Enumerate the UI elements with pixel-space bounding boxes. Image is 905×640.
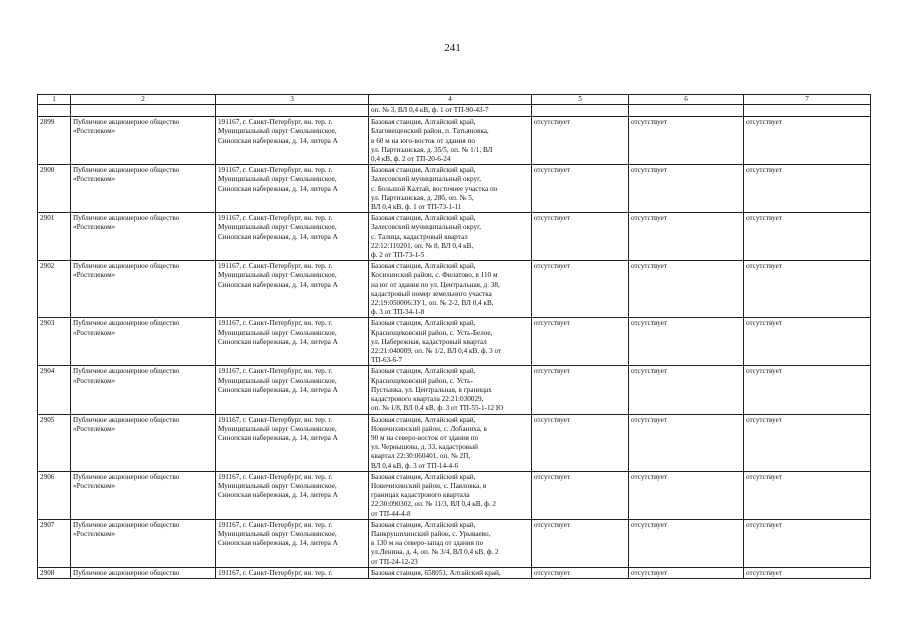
cell-encumbrance-text: отсутствует <box>534 319 570 328</box>
column-header-3: 3 <box>216 95 369 105</box>
cell-address <box>216 318 369 366</box>
cell-empty <box>532 105 629 117</box>
cell-restriction-text: отсутствует <box>631 214 667 223</box>
cell-note-text: отсутствует <box>746 118 782 127</box>
cell-object-text: Базовая станция, Алтайский край, Благовещенский район, п. Татьяновка, в 60 м на юго-восток от здания по ул. Партизанская, д. 35/5, оп. № 1/1, ВЛ 0,4 кВ, ф. 2 от ТП-20-6-24 <box>371 118 493 164</box>
cell-number <box>38 165 71 213</box>
cell-number-text: 2900 <box>40 166 55 175</box>
cell-note-text: отсутствует <box>746 415 782 424</box>
column-header-7: 7 <box>744 95 871 105</box>
cell-number-text: 2908 <box>40 568 55 577</box>
cell-address-text: 191167, г. Санкт-Петербург, вн. тер. г. Муниципальный округ Смольнинское, Синопская набережная, д. 14, литера А <box>218 118 338 145</box>
cell-object <box>369 213 532 261</box>
cell-address-text: 191167, г. Санкт-Петербург, вн. тер. г. Муниципальный округ Смольнинское, Синопская набережная, д. 14, литера А <box>218 166 338 193</box>
cell-owner <box>71 318 216 366</box>
cell-object <box>369 366 532 414</box>
cell-object <box>369 117 532 165</box>
cell-encumbrance-text: отсутствует <box>534 520 570 529</box>
cell-encumbrance-text: отсутствует <box>534 415 570 424</box>
cell-owner-text: Публичное акционерное общество «Ростелеком» <box>73 262 180 280</box>
cell-object-text: Базовая станция, Алтайский край, Краснощековский район, с. Усть- Пустынка, ул. Центральная, в границах кадастрового квартала 22:21:030029, оп. № 1/8, ВЛ 0,4 кВ, ф. 3 от ТП-55-1-12 Ю <box>371 367 504 413</box>
cell-address <box>216 471 369 519</box>
cell-restriction <box>629 519 744 567</box>
cell-owner <box>71 165 216 213</box>
cell-object <box>369 261 532 318</box>
cell-encumbrance-text: отсутствует <box>534 367 570 376</box>
cell-note <box>744 366 871 414</box>
cell-address <box>216 261 369 318</box>
continuation-row <box>38 105 871 117</box>
cell-object <box>369 567 532 578</box>
cell-note <box>744 213 871 261</box>
table-row <box>38 318 871 366</box>
cell-object <box>369 471 532 519</box>
cell-address <box>216 213 369 261</box>
cell-restriction <box>629 366 744 414</box>
cell-encumbrance-text: отсутствует <box>534 118 570 127</box>
cell-object <box>369 165 532 213</box>
cell-encumbrance <box>532 165 629 213</box>
cell-note <box>744 471 871 519</box>
cell-number <box>38 318 71 366</box>
cell-owner-text: Публичное акционерное общество «Ростелеком» <box>73 166 180 184</box>
cell-number-text: 2905 <box>40 415 55 424</box>
table-row <box>38 117 871 165</box>
cell-address <box>216 414 369 471</box>
cell-restriction-text: отсутствует <box>631 415 667 424</box>
cell-number <box>38 567 71 578</box>
cell-restriction-text: отсутствует <box>631 367 667 376</box>
cell-number <box>38 261 71 318</box>
cell-note-text: отсутствует <box>746 262 782 271</box>
cell-owner <box>71 261 216 318</box>
cell-owner <box>71 213 216 261</box>
cell-address-text: 191167, г. Санкт-Петербург, вн. тер. г. Муниципальный округ Смольнинское, Синопская набережная, д. 14, литера А <box>218 367 338 394</box>
cell-object-text: Базовая станция, Алтайский край, Панкрушихинский район, с. Урываево, в 130 м на северо-запад от здания по ул.Ленина, д. 4, оп. № 3/4, ВЛ 0,4 кВ, ф. 2 от ТП-24-12-23 <box>371 520 499 566</box>
cell-owner <box>71 471 216 519</box>
table-row <box>38 165 871 213</box>
cell-note-text: отсутствует <box>746 472 782 481</box>
cell-empty <box>216 105 369 117</box>
page-number: 241 <box>444 42 461 54</box>
cell-note-text: отсутствует <box>746 520 782 529</box>
table-row <box>38 261 871 318</box>
cell-address <box>216 519 369 567</box>
cell-object-text: Базовая станция, Алтайский край, Краснощековский район, с. Усть-Белое, ул. Набережная, кадастровый квартал 22:21:040009, оп. № 1/2, ВЛ 0,4 кВ, ф. 3 от ТП-63-6-7 <box>371 319 502 365</box>
column-header-4: 4 <box>369 95 532 105</box>
cell-encumbrance <box>532 117 629 165</box>
cell-object-text: Базовая станция, Алтайский край, Залесовский муниципальный округ, с. Большой Калтай, восточнее участка по ул. Партизанская, д. 28б, оп. № 5, ВЛ 0,4 кВ, ф. 1 от ТП-73-1-11 <box>371 166 498 212</box>
cell-owner <box>71 117 216 165</box>
cell-note-text: отсутствует <box>746 319 782 328</box>
cell-empty <box>629 105 744 117</box>
cell-number <box>38 414 71 471</box>
cell-owner <box>71 366 216 414</box>
cell-restriction-text: отсутствует <box>631 472 667 481</box>
cell-empty <box>744 105 871 117</box>
cell-number <box>38 471 71 519</box>
cell-note <box>744 117 871 165</box>
cell-owner-text: Публичное акционерное общество <box>73 568 180 577</box>
cell-encumbrance-text: отсутствует <box>534 568 570 577</box>
cell-note <box>744 318 871 366</box>
table-row <box>38 567 871 578</box>
registry-table <box>37 94 871 579</box>
cell-restriction <box>629 318 744 366</box>
cell-note-text: отсутствует <box>746 214 782 223</box>
cell-encumbrance <box>532 567 629 578</box>
cell-number <box>38 117 71 165</box>
cell-address-text: 191167, г. Санкт-Петербург, вн. тер. г. Муниципальный округ Смольнинское, Синопская набережная, д. 14, литера А <box>218 472 338 500</box>
column-header-5: 5 <box>532 95 629 105</box>
table-row <box>38 213 871 261</box>
cell-object-text: Базовая станция, Алтайский край, Новичихинский район, с. Павловка, в границах кадастрового квартала 22:30:090302, оп. № 11/3, ВЛ 0,4 кВ, ф. 2 от ТП-44-4-8 <box>371 472 497 518</box>
cell-address-text: 191167, г. Санкт-Петербург, вн. тер. г. Муниципальный округ Смольнинское, Синопская набережная, д. 14, литера А <box>218 214 338 241</box>
cell-address-text: 191167, г. Санкт-Петербург, вн. тер. г. Муниципальный округ Смольнинское, Синопская набережная, д. 14, литера А <box>218 262 338 289</box>
cell-note <box>744 414 871 471</box>
cell-encumbrance <box>532 213 629 261</box>
cell-encumbrance <box>532 366 629 414</box>
cell-address-text: 191167, г. Санкт-Петербург, вн. тер. г. Муниципальный округ Смольнинское, Синопская набережная, д. 14, литера А <box>218 319 338 346</box>
cell-encumbrance <box>532 318 629 366</box>
cell-encumbrance-text: отсутствует <box>534 262 570 271</box>
cell-restriction-text: отсутствует <box>631 262 667 271</box>
cell-note <box>744 519 871 567</box>
cell-owner-text: Публичное акционерное общество «Ростелеком» <box>73 472 180 490</box>
cell-note <box>744 261 871 318</box>
cell-owner-text: Публичное акционерное общество «Ростелеком» <box>73 520 180 538</box>
cell-owner-text: Публичное акционерное общество «Ростелеком» <box>73 214 180 232</box>
cell-address-text: 191167, г. Санкт-Петербург, вн. тер. г. Муниципальный округ Смольнинское, Синопская набережная, д. 14, литера А <box>218 520 338 548</box>
cell-number <box>38 213 71 261</box>
cell-encumbrance <box>532 414 629 471</box>
cell-owner <box>71 567 216 578</box>
table-row <box>38 471 871 519</box>
cell-owner-text: Публичное акционерное общество «Ростелеком» <box>73 415 180 433</box>
cell-restriction <box>629 117 744 165</box>
cell-number-text: 2907 <box>40 520 55 529</box>
cell-number-text: 2906 <box>40 472 55 481</box>
cell-number-text: 2901 <box>40 214 55 223</box>
cell-owner-text: Публичное акционерное общество «Ростелеком» <box>73 367 180 385</box>
column-header-1: 1 <box>38 95 71 105</box>
cell-object-text: Базовая станция, 658051, Алтайский край, <box>371 568 501 577</box>
cell-encumbrance-text: отсутствует <box>534 166 570 175</box>
cell-number-text: 2902 <box>40 262 55 271</box>
cell-encumbrance-text: отсутствует <box>534 472 570 481</box>
cell-number-text: 2899 <box>40 118 55 127</box>
cell-owner-text: Публичное акционерное общество «Ростелеком» <box>73 118 180 136</box>
column-header-2: 2 <box>71 95 216 105</box>
cell-encumbrance <box>532 519 629 567</box>
cell-address <box>216 117 369 165</box>
table-row <box>38 366 871 414</box>
cell-owner <box>71 519 216 567</box>
cell-restriction <box>629 213 744 261</box>
cell-restriction <box>629 471 744 519</box>
cell-empty <box>38 105 71 117</box>
cell-restriction <box>629 414 744 471</box>
cell-object: оп. № 3, ВЛ 0,4 кВ, ф. 1 от ТП-90-43-7 <box>369 105 532 117</box>
cell-restriction-text: отсутствует <box>631 319 667 328</box>
cell-address <box>216 567 369 578</box>
cell-restriction <box>629 261 744 318</box>
cell-note-text: отсутствует <box>746 568 782 577</box>
cell-restriction-text: отсутствует <box>631 118 667 127</box>
header-row <box>38 95 871 105</box>
cell-note-text: отсутствует <box>746 367 782 376</box>
cell-note-text: отсутствует <box>746 166 782 175</box>
cell-object <box>369 318 532 366</box>
cell-restriction <box>629 567 744 578</box>
table-row <box>38 519 871 567</box>
cell-encumbrance <box>532 261 629 318</box>
cell-empty <box>71 105 216 117</box>
table-row <box>38 414 871 471</box>
cell-object-text: Базовая станция, Алтайский край, Новичихинский район, с. Лобаниха, в 90 м на северо-восток от здания по ул. Чернышова, д. 33, кадастровый квартал 22:30:060401, оп. № 2П, ВЛ 0,4 кВ, ф. 3 от ТП-14-4-6 <box>371 415 487 470</box>
cell-note <box>744 165 871 213</box>
cell-address <box>216 165 369 213</box>
cell-object-text: Базовая станция, Алтайский край, Косихинский район, с. Филатово, в 110 м на юг от здания по ул. Центральная, д. 38, кадастровый номер земельного участка 22:19:050006:ЗУ1, оп. № 2-2, ВЛ 0,4 кВ, ф. 3 от ТП-34-1-8 <box>371 262 500 317</box>
cell-restriction-text: отсутствует <box>631 520 667 529</box>
cell-encumbrance <box>532 471 629 519</box>
cell-number-text: 2904 <box>40 367 55 376</box>
cell-number <box>38 366 71 414</box>
cell-encumbrance-text: отсутствует <box>534 214 570 223</box>
cell-owner-text: Публичное акционерное общество «Ростелеком» <box>73 319 180 337</box>
cell-object-text: Базовая станция, Алтайский край, Залесовский муниципальный округ, с. Талица, кадастровый квартал 22:12:110201, оп. № 8, ВЛ 0,4 кВ, ф. 2 от ТП-73-1-5 <box>371 214 482 260</box>
cell-number <box>38 519 71 567</box>
cell-address-text: 191167, г. Санкт-Петербург, вн. тер. г. <box>218 568 333 577</box>
cell-owner <box>71 414 216 471</box>
cell-number-text: 2903 <box>40 319 55 328</box>
cell-object <box>369 414 532 471</box>
cell-restriction-text: отсутствует <box>631 568 667 577</box>
cell-address-text: 191167, г. Санкт-Петербург, вн. тер. г. Муниципальный округ Смольнинское, Синопская набережная, д. 14, литера А <box>218 415 338 442</box>
cell-address <box>216 366 369 414</box>
cell-restriction-text: отсутствует <box>631 166 667 175</box>
cell-note <box>744 567 871 578</box>
cell-restriction <box>629 165 744 213</box>
cell-object <box>369 519 532 567</box>
column-header-6: 6 <box>629 95 744 105</box>
